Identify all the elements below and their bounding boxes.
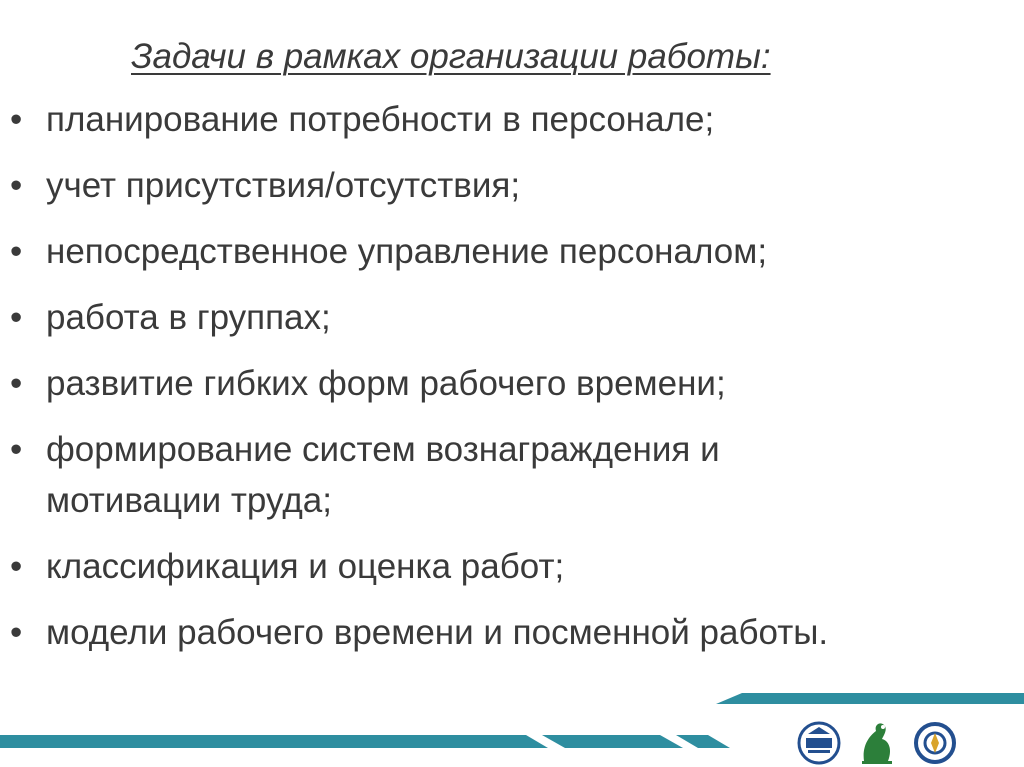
list-item-text-continued: мотивации труда; <box>46 481 332 520</box>
bullet-icon: • <box>10 298 23 337</box>
list-item-text: планирование потребности в персонале; <box>46 100 715 139</box>
list-item-text: непосредственное управление персоналом; <box>46 232 768 271</box>
list-item-text: учет присутствия/отсутствия; <box>46 166 521 205</box>
list-item-text: работа в группах; <box>46 298 331 337</box>
griffin-emblem-icon <box>854 717 900 767</box>
list-item-text: формирование систем вознаграждения и <box>46 430 720 469</box>
stripe-middle <box>542 735 683 748</box>
bullet-icon: • <box>10 547 23 586</box>
university-seal-icon <box>796 717 842 767</box>
circular-emblem-icon <box>912 717 958 767</box>
list-item-text: классификация и оценка работ; <box>46 547 565 586</box>
slide-title: Задачи в рамках организации работы: <box>131 37 771 76</box>
stripe-left <box>0 735 548 748</box>
bullet-icon: • <box>10 166 23 205</box>
bullet-icon: • <box>10 613 23 652</box>
bullet-icon: • <box>10 430 23 469</box>
list-item-text: развитие гибких форм рабочего времени; <box>46 364 726 403</box>
list-item-text: модели рабочего времени и посменной работы. <box>46 613 829 652</box>
bullet-icon: • <box>10 364 23 403</box>
bullet-icon: • <box>10 100 23 139</box>
top-stripe <box>716 693 1024 704</box>
stripe-right <box>676 735 730 748</box>
bullet-icon: • <box>10 232 23 271</box>
footer-logos <box>796 717 958 767</box>
